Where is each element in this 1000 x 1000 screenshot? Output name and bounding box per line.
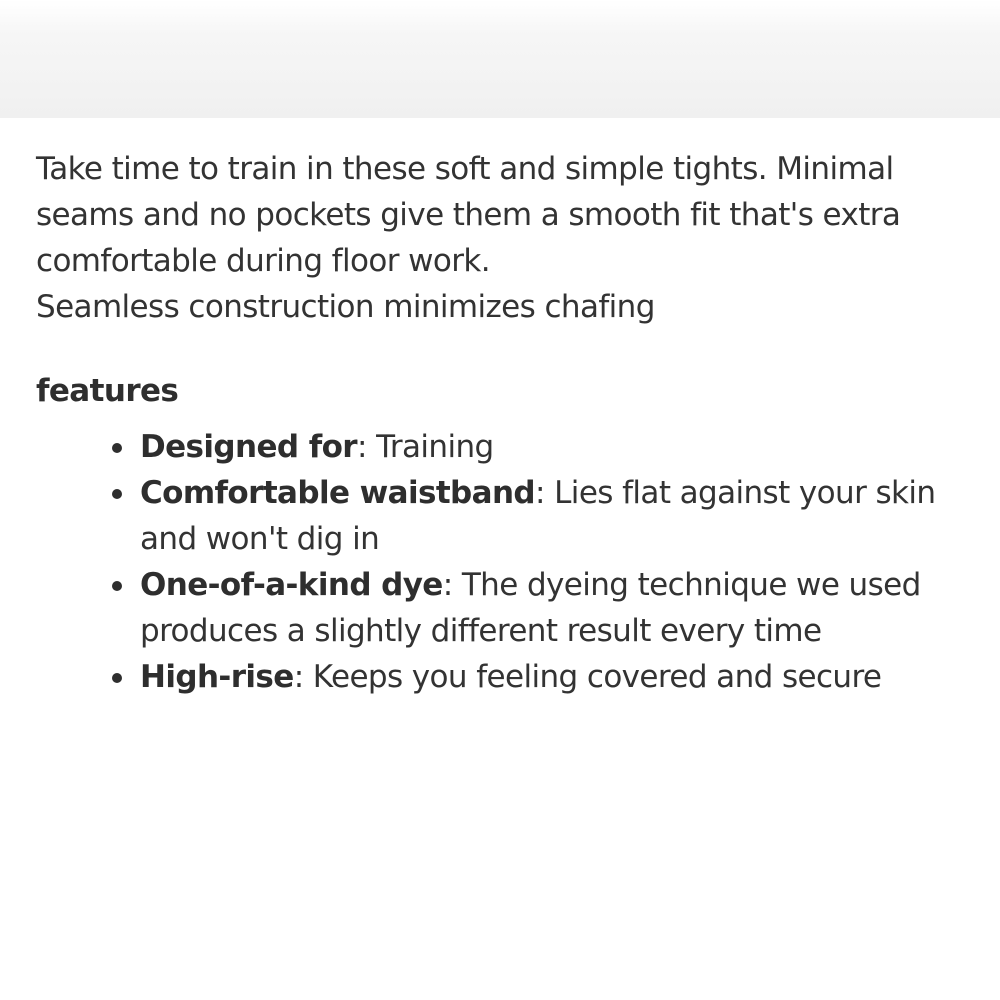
feature-item-comfortable-waistband xyxy=(140,470,940,562)
feature-detail: : Training xyxy=(356,429,494,465)
feature-item-high-rise xyxy=(140,654,940,700)
feature-item-designed-for xyxy=(140,424,940,470)
feature-term: High-rise xyxy=(140,659,294,695)
bullet-icon xyxy=(112,443,122,453)
bullet-icon xyxy=(112,489,122,499)
feature-detail: : Lies flat against your skin and won't dig in xyxy=(140,475,936,557)
top-image-strip xyxy=(0,0,1000,118)
feature-term: Designed for xyxy=(140,429,357,465)
feature-term: One-of-a-kind dye xyxy=(140,567,443,603)
feature-detail: : Keeps you feeling covered and secure xyxy=(293,659,882,695)
features-heading: features xyxy=(36,373,179,409)
feature-term: Comfortable waistband xyxy=(140,475,536,511)
feature-detail: : The dyeing technique we used produces a slightly different result every time xyxy=(140,567,921,649)
description-paragraph: Take time to train in these soft and simple tights. Minimal seams and no pockets give them a smooth fit that's extra comfortable during floor work. xyxy=(36,151,901,279)
product-description xyxy=(36,146,966,330)
feature-item-one-of-a-kind-dye xyxy=(140,562,940,654)
bullet-icon xyxy=(112,581,122,591)
features-list xyxy=(36,424,966,700)
description-content xyxy=(36,146,966,700)
description-extra-line: Seamless construction minimizes chafing xyxy=(36,289,655,325)
bullet-icon xyxy=(112,673,122,683)
